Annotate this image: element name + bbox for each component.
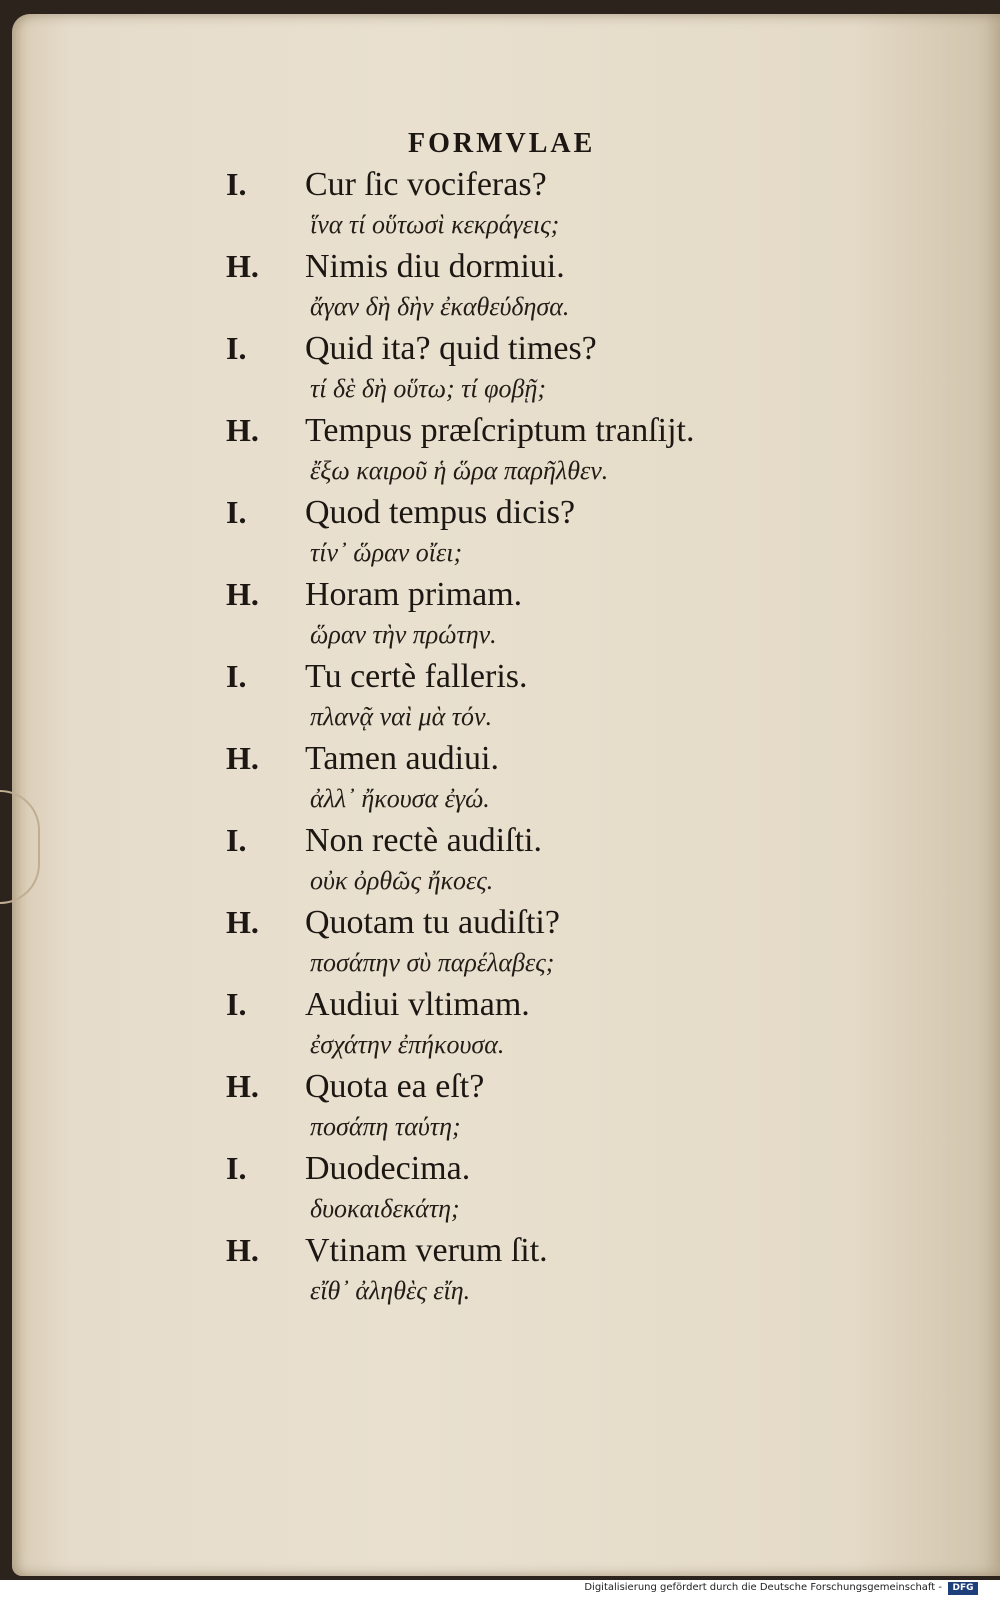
latin-line: Tu certè falleris. [305,658,528,695]
latin-line: Non rectè audiſti. [305,822,542,859]
dialogue-entry [0,986,980,1068]
dialogue-entry [0,494,980,576]
speaker-label: I. [226,1150,247,1186]
greek-line: εἴθ᾽ ἀληθὲς εἴη. [310,1276,471,1305]
dialogue-entry [0,1068,980,1150]
latin-line: Vtinam verum ſit. [305,1232,548,1269]
dialogue-entry [0,658,980,740]
dialogue-entry [0,248,980,330]
greek-line: δυοκαιδεκάτη; [310,1194,460,1223]
latin-line: Cur ſic vociferas? [305,166,547,203]
speaker-label: I. [226,822,247,858]
latin-line: Quotam tu audiſti? [305,904,560,941]
speaker-label: H. [226,740,259,776]
dfg-logo: DFG [948,1582,978,1595]
greek-line: τί δὲ δὴ οὕτω; τί φοβῇ; [310,374,547,403]
speaker-label: H. [226,412,259,448]
latin-line: Quid ita? quid times? [305,330,597,367]
dialogue-entry [0,1150,980,1232]
dialogue-entry [0,166,980,248]
greek-line: ἵνα τί οὕτωσὶ κεκράγεις; [310,210,560,239]
page-heading: FORMVLAE [408,128,596,159]
speaker-label: I. [226,986,247,1022]
footer-bar [0,1580,1000,1598]
latin-line: Duodecima. [305,1150,471,1187]
dialogue-entry [0,822,980,904]
latin-line: Horam primam. [305,576,523,613]
dialogue-entry [0,576,980,658]
greek-line: ἔξω καιροῦ ἡ ὥρα παρῆλθεν. [310,456,609,485]
latin-line: Quota ea eſt? [305,1068,485,1105]
dialogue-entry [0,904,980,986]
latin-line: Tempus præſcriptum tranſijt. [305,412,695,449]
greek-line: ποσάπην σὺ παρέλαβες; [310,948,555,977]
latin-line: Quod tempus dicis? [305,494,576,531]
speaker-label: H. [226,576,259,612]
speaker-label: I. [226,330,247,366]
dialogue-entry [0,330,980,412]
greek-line: ἄγαν δὴ δὴν ἐκαθεύδησα. [310,292,570,321]
speaker-label: H. [226,248,259,284]
speaker-label: H. [226,1232,259,1268]
dialogue-entry [0,740,980,822]
footer-credit: Digitalisierung gefördert durch die Deutsche Forschungsgemeinschaft - [584,1582,942,1593]
greek-line: οὐκ ὀρθῶς ἤκοες. [310,866,494,895]
speaker-label: H. [226,904,259,940]
speaker-label: H. [226,1068,259,1104]
greek-line: ὥραν τὴν πρώτην. [310,620,497,649]
greek-line: πλανᾷ ναὶ μὰ τόν. [310,702,493,731]
greek-line: ἀλλ᾽ ἤκουσα ἐγώ. [310,784,490,813]
speaker-label: I. [226,494,247,530]
latin-line: Audiui vltimam. [305,986,530,1023]
speaker-label: I. [226,658,247,694]
speaker-label: I. [226,166,247,202]
latin-line: Tamen audiui. [305,740,500,777]
dialogue-entry [0,1232,980,1314]
greek-line: ποσάπη ταύτη; [310,1112,461,1141]
greek-line: ἐσχάτην ἐπήκουσα. [310,1030,505,1059]
latin-line: Nimis diu dormiui. [305,248,565,285]
dialogue-entry [0,412,980,494]
greek-line: τίν᾽ ὥραν οἴει; [310,538,463,567]
